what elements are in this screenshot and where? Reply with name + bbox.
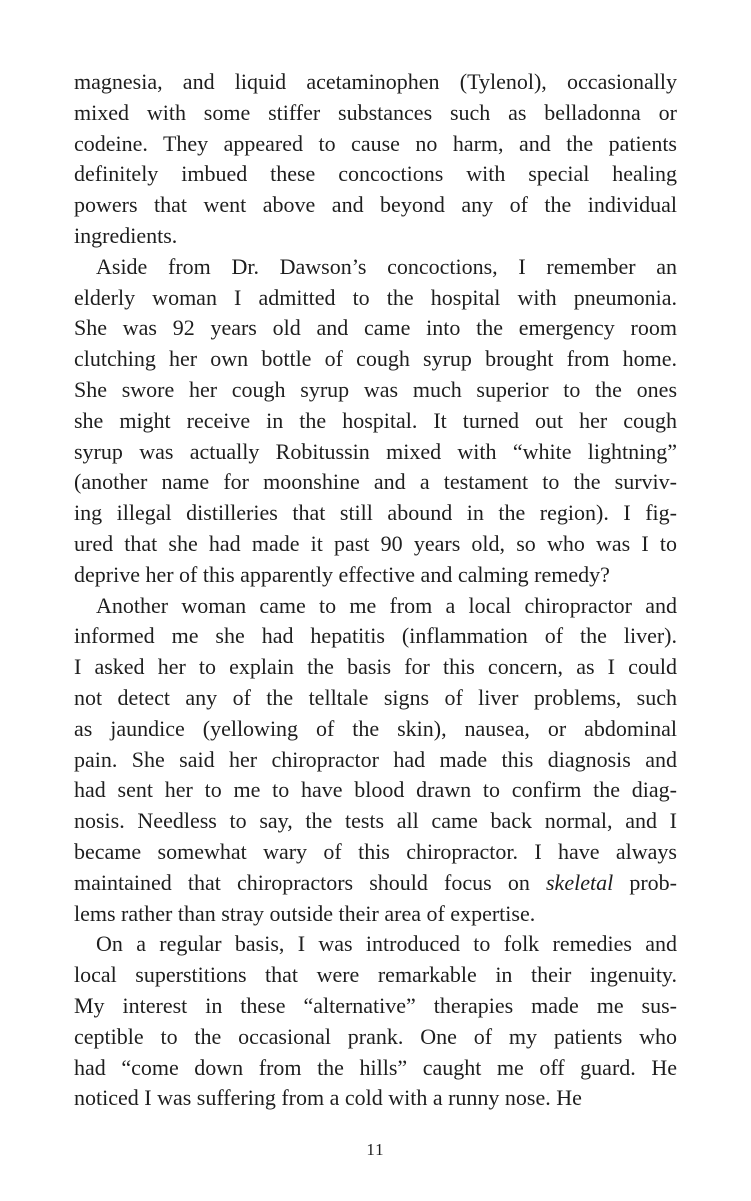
text-line: She was 92 years old and came into the emergency room [74, 315, 677, 341]
text-line: noticed I was suffering from a cold with a runny nose. He [74, 1085, 582, 1111]
text-line: local superstitions that were remarkable in their ingenuity. [74, 962, 677, 988]
text-line: nosis. Needless to say, the tests all came back normal, and I [74, 808, 677, 834]
text-line: On a regular basis, I was introduced to folk remedies and [96, 931, 677, 957]
paragraph [74, 252, 677, 591]
text-line: maintained that chiropractors should focus on skeletal prob- [74, 869, 678, 895]
text-line: codeine. They appeared to cause no harm, and the patients [74, 130, 677, 156]
text-line: magnesia, and liquid acetaminophen (Tylenol), occasionally [74, 69, 677, 94]
text-line: mixed with some stiffer substances such as belladonna or [74, 99, 677, 125]
text-line: powers that went above and beyond any of the individual [74, 192, 677, 218]
text-line: My interest in these “alternative” therapies made me sus- [74, 992, 677, 1018]
page-number: 11 [366, 1140, 385, 1159]
text-line: had sent her to me to have blood drawn to confirm the diag- [74, 777, 677, 803]
text-line: as jaundice (yellowing of the skin), nausea, or abdominal [74, 715, 677, 741]
text-line: Another woman came to me from a local chiropractor and [96, 592, 677, 618]
paragraph [74, 929, 677, 1114]
text-line: she might receive in the hospital. It turned out her cough [74, 407, 677, 433]
text-line: clutching her own bottle of cough syrup brought from home. [74, 346, 677, 372]
page-footer [0, 1140, 751, 1160]
text-line: had “come down from the hills” caught me off guard. He [74, 1054, 677, 1080]
text-line: ing illegal distilleries that still abound in the region). I fig- [74, 500, 677, 526]
text-line: ingredients. [74, 222, 178, 248]
text-line: became somewhat wary of this chiropractor. I have always [74, 838, 677, 864]
text-line: deprive her of this apparently effective and calming remedy? [74, 561, 610, 587]
text-line: lems rather than stray outside their area of expertise. [74, 900, 536, 926]
text-line: definitely imbued these concoctions with special healing [74, 161, 677, 187]
text-line: not detect any of the telltale signs of liver problems, such [74, 684, 677, 710]
paragraph [74, 591, 677, 930]
text-line: informed me she had hepatitis (inflammation of the liver). [74, 623, 677, 649]
text-line: (another name for moonshine and a testament to the surviv- [74, 469, 677, 495]
text-line: syrup was actually Robitussin mixed with “white lightning” [74, 438, 677, 464]
paragraph [74, 67, 677, 252]
text-line: pain. She said her chiropractor had made this diagnosis and [74, 746, 677, 772]
body-text [74, 67, 677, 1114]
text-line: ured that she had made it past 90 years old, so who was I to [74, 530, 677, 556]
text-line: elderly woman I admitted to the hospital with pneumonia. [74, 284, 677, 310]
text-line: I asked her to explain the basis for this concern, as I could [74, 654, 677, 680]
text-line: She swore her cough syrup was much superior to the ones [74, 376, 677, 402]
text-line: Aside from Dr. Dawson’s concoctions, I remember an [96, 253, 677, 279]
text-line: ceptible to the occasional prank. One of my patients who [74, 1023, 677, 1049]
